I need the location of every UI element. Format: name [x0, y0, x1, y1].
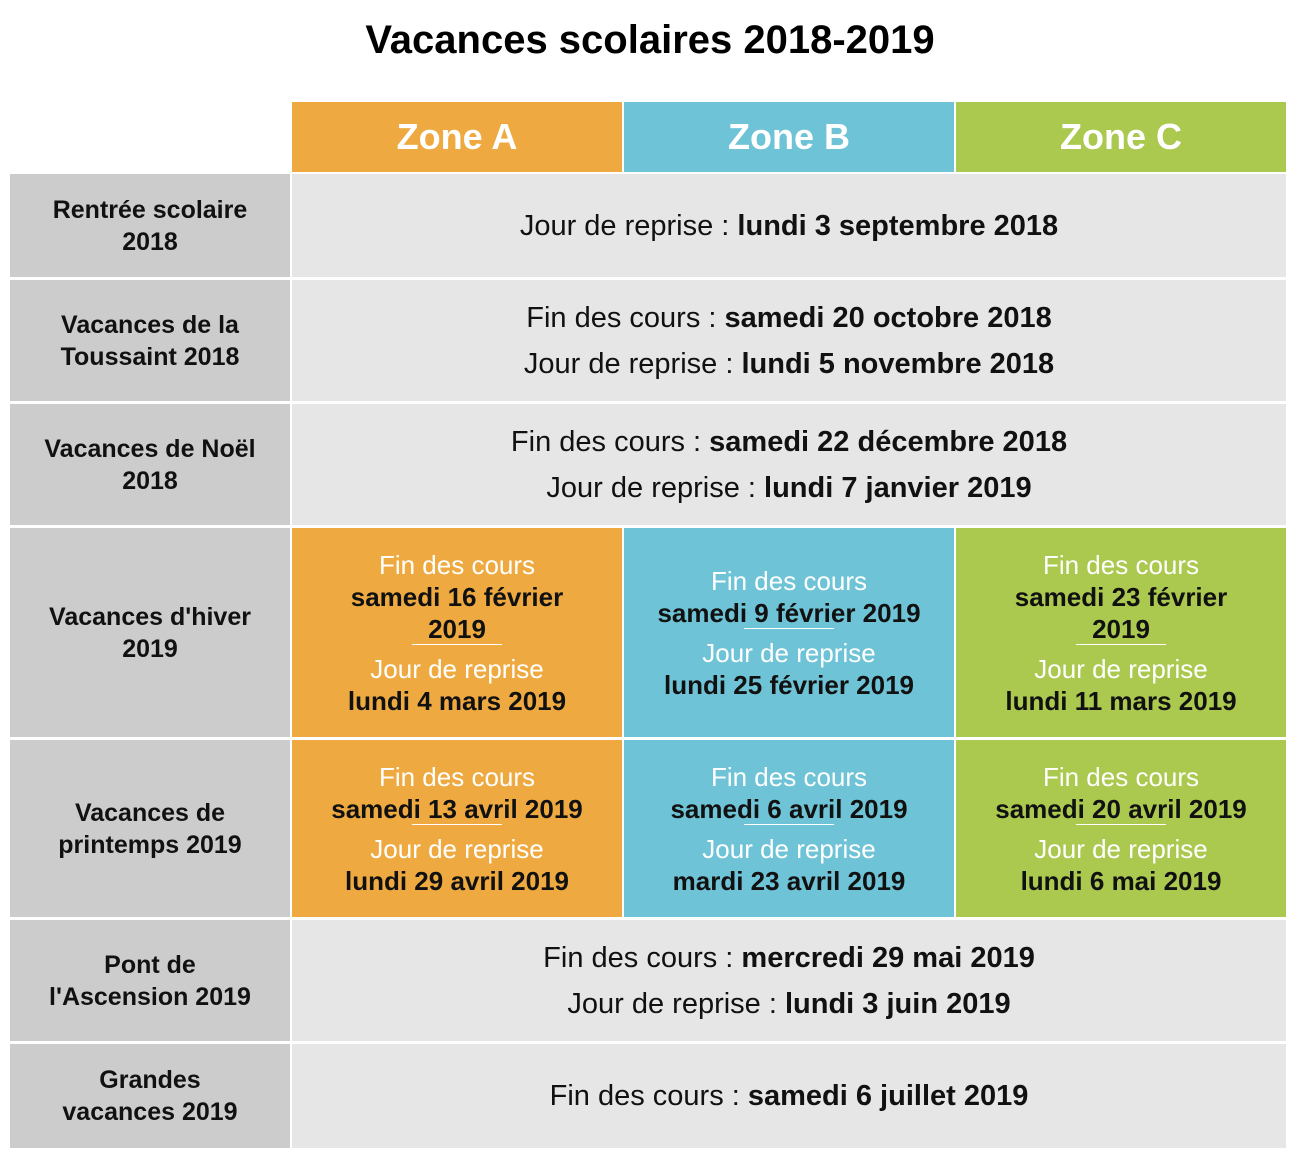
text-label: Toussaint 2018	[60, 342, 240, 371]
text-label: lundi 7 janvier 2019	[764, 471, 1032, 504]
text-label: 2019	[428, 613, 486, 644]
text-label: Jour de reprise :	[567, 987, 785, 1020]
text-label: Vacances de	[74, 798, 226, 827]
ascension-dates	[292, 920, 1286, 1041]
text-label: 2018	[122, 227, 178, 256]
rentree-dates	[292, 174, 1286, 277]
text-label: Vacances de la	[61, 310, 239, 339]
text-label: Fin des cours :	[549, 1080, 748, 1112]
text-label: Fin des cours	[378, 549, 536, 580]
text-label: Jour de reprise	[1034, 653, 1208, 684]
divider	[744, 824, 834, 825]
text-label: lundi 5 novembre 2018	[741, 347, 1055, 380]
text-label: printemps 2019	[58, 830, 242, 859]
row-label-grandes	[10, 1044, 290, 1148]
text-label: Jour de reprise	[702, 833, 876, 864]
text-label: Jour de reprise	[702, 637, 876, 668]
text-label: samedi 9 février 2019	[657, 597, 921, 628]
text-label: lundi 11 mars 2019	[1005, 685, 1237, 716]
divider	[1076, 644, 1166, 645]
noel-dates	[292, 404, 1286, 525]
text-label: Fin des cours :	[543, 941, 742, 974]
text-label: lundi 29 avril 2019	[344, 865, 569, 896]
text-label: samedi 23 février	[1014, 581, 1228, 612]
grandes-dates	[292, 1044, 1286, 1148]
text-label: 2019	[1092, 613, 1150, 644]
text-label: samedi 20 octobre 2018	[724, 301, 1052, 334]
text-label: Fin des cours :	[526, 301, 725, 334]
text-label: Fin des cours	[1042, 549, 1200, 580]
text-label: 2019	[122, 634, 178, 663]
text-label: Vacances de Noël	[44, 434, 256, 463]
text-label: samedi 22 décembre 2018	[709, 425, 1068, 458]
text-label: Vacances d'hiver	[49, 602, 251, 631]
text-label: Jour de reprise :	[546, 471, 765, 504]
text-label: Jour de reprise :	[519, 209, 738, 242]
printemps-zone-a	[292, 740, 622, 917]
text-label: l'Ascension 2019	[49, 982, 251, 1011]
row-label-rentree	[10, 174, 290, 277]
text-label: Fin des cours	[710, 761, 868, 792]
zone-c-header: Zone C	[956, 102, 1286, 172]
printemps-zone-b	[624, 740, 954, 917]
row-label-toussaint	[10, 280, 290, 401]
page-title: Vacances scolaires 2018-2019	[365, 18, 935, 62]
text-label: Jour de reprise	[370, 653, 544, 684]
text-label: vacances 2019	[62, 1098, 238, 1126]
text-label: samedi 6 avril 2019	[670, 793, 908, 824]
text-label: Jour de reprise	[370, 833, 544, 864]
text-label: lundi 6 mai 2019	[1020, 865, 1222, 896]
zone-b-header: Zone B	[624, 102, 954, 172]
text-label: mercredi 29 mai 2019	[741, 941, 1035, 974]
zone-a-header: Zone A	[292, 102, 622, 172]
text-label: Fin des cours	[378, 761, 536, 792]
text-label: lundi 3 juin 2019	[784, 987, 1011, 1020]
text-label: lundi 4 mars 2019	[347, 685, 567, 716]
divider	[412, 824, 502, 825]
hiver-zone-b	[624, 528, 954, 737]
text-label: samedi 20 avril 2019	[995, 793, 1247, 824]
text-label: samedi 6 juillet 2019	[747, 1080, 1029, 1112]
text-label: samedi 16 février	[350, 581, 564, 612]
row-label-noel	[10, 404, 290, 525]
text-label: lundi 3 septembre 2018	[737, 209, 1059, 242]
text-label: Pont de	[104, 950, 196, 979]
text-label: Fin des cours :	[510, 425, 710, 458]
toussaint-dates	[292, 280, 1286, 401]
row-label-hiver	[10, 528, 290, 737]
printemps-zone-c	[956, 740, 1286, 917]
text-label: Fin des cours	[1042, 761, 1200, 792]
row-label-ascension	[10, 920, 290, 1041]
text-label: Rentrée scolaire	[52, 195, 248, 224]
divider	[1076, 824, 1166, 825]
text-label: Jour de reprise	[1034, 833, 1208, 864]
text-label: mardi 23 avril 2019	[672, 865, 906, 896]
text-label: 2018	[122, 466, 178, 495]
hiver-zone-c	[956, 528, 1286, 737]
divider	[412, 644, 502, 645]
text-label: Jour de reprise :	[523, 347, 742, 380]
text-label: lundi 25 février 2019	[663, 669, 915, 700]
divider	[744, 628, 834, 629]
row-label-printemps	[10, 740, 290, 917]
text-label: samedi 13 avril 2019	[331, 793, 583, 824]
hiver-zone-a	[292, 528, 622, 737]
text-label: Grandes	[99, 1066, 201, 1094]
text-label: Fin des cours	[710, 565, 868, 596]
